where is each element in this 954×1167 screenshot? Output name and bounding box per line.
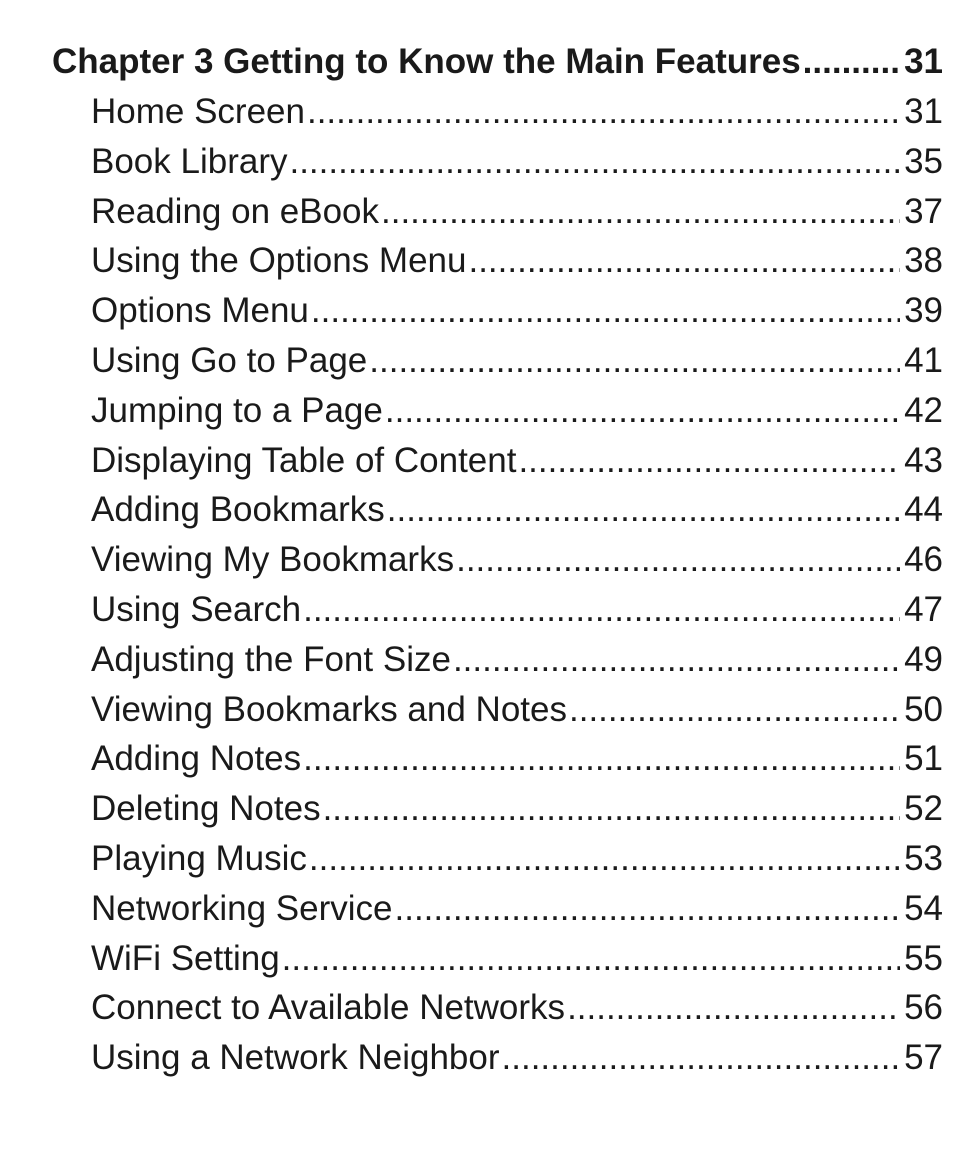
dot-leader [323, 789, 900, 829]
toc-entry-reading-on-ebook [52, 192, 943, 242]
toc-entry-title: Book Library [91, 141, 288, 181]
dot-leader [289, 142, 900, 182]
toc-entry-playing-music [52, 839, 943, 889]
toc-entry-displaying-toc [52, 441, 943, 491]
toc-entry-title: Playing Music [91, 838, 307, 878]
toc-entry-using-go-to-page [52, 341, 943, 391]
chapter-title: Chapter 3 Getting to Know the Main Features [52, 42, 801, 81]
toc-entry-page: 51 [904, 739, 943, 779]
toc-entry-title: Deleting Notes [91, 789, 321, 829]
toc-entry-viewing-bookmarks-notes [52, 690, 943, 740]
toc-entry-title: Adding Notes [91, 739, 302, 779]
table-of-contents [52, 42, 943, 1088]
toc-entry-adding-notes [52, 739, 943, 789]
dot-leader [456, 540, 900, 580]
dot-leader [569, 690, 900, 730]
dot-leader [387, 490, 900, 530]
chapter-heading-row [52, 42, 943, 92]
toc-entry-adding-bookmarks [52, 490, 943, 540]
dot-leader [311, 291, 900, 331]
toc-entry-page: 41 [904, 340, 943, 380]
dot-leader [303, 590, 900, 630]
dot-leader [395, 889, 901, 929]
toc-entry-page: 47 [904, 589, 943, 629]
toc-entry-page: 50 [904, 689, 943, 729]
toc-entry-page: 52 [904, 789, 943, 829]
toc-entry-book-library [52, 142, 943, 192]
dot-leader [309, 839, 900, 879]
dot-leader [381, 192, 900, 232]
chapter-page-number: 31 [904, 42, 943, 81]
toc-entry-network-neighbor [52, 1038, 943, 1088]
toc-entry-using-options-menu [52, 241, 943, 291]
toc-entry-page: 46 [904, 540, 943, 580]
toc-entry-wifi-setting [52, 939, 943, 989]
toc-entry-title: Using a Network Neighbor [91, 1038, 500, 1078]
toc-entry-title: Reading on eBook [91, 191, 379, 231]
toc-entry-home-screen [52, 92, 943, 142]
dot-leader [567, 988, 900, 1028]
toc-entry-title: Viewing Bookmarks and Notes [91, 689, 567, 729]
dot-leader [803, 42, 900, 82]
toc-entry-page: 38 [904, 241, 943, 281]
dot-leader [369, 341, 900, 381]
toc-entry-page: 49 [904, 639, 943, 679]
toc-entry-page: 57 [904, 1038, 943, 1078]
toc-entry-page: 42 [904, 390, 943, 430]
toc-entry-title: Using Go to Page [91, 340, 368, 380]
toc-entry-title: WiFi Setting [91, 938, 280, 978]
toc-entry-page: 43 [904, 440, 943, 480]
toc-entry-connect-networks [52, 988, 943, 1038]
dot-leader [282, 939, 900, 979]
toc-entry-page: 44 [904, 490, 943, 530]
toc-entry-title: Using the Options Menu [91, 241, 467, 281]
toc-entry-title: Viewing My Bookmarks [91, 540, 455, 580]
toc-entry-title: Jumping to a Page [91, 390, 383, 430]
dot-leader [502, 1038, 901, 1078]
toc-entry-viewing-my-bookmarks [52, 540, 943, 590]
dot-leader [303, 739, 900, 779]
toc-entry-title: Adjusting the Font Size [91, 639, 451, 679]
toc-entry-page: 35 [904, 141, 943, 181]
toc-entry-page: 55 [904, 938, 943, 978]
toc-entry-page: 56 [904, 988, 943, 1028]
toc-entry-page: 31 [904, 92, 943, 131]
dot-leader [518, 441, 900, 481]
toc-entry-title: Networking Service [91, 888, 393, 928]
toc-entry-jumping-to-page [52, 391, 943, 441]
toc-entry-title: Displaying Table of Content [91, 440, 517, 480]
dot-leader [453, 640, 900, 680]
dot-leader [468, 241, 900, 281]
toc-entry-title: Connect to Available Networks [91, 988, 566, 1028]
toc-entry-page: 37 [904, 191, 943, 231]
toc-entry-title: Options Menu [91, 291, 309, 331]
toc-entry-page: 54 [904, 888, 943, 928]
toc-entry-options-menu [52, 291, 943, 341]
toc-entry-networking-service [52, 889, 943, 939]
toc-entry-page: 39 [904, 291, 943, 331]
dot-leader [307, 92, 900, 132]
toc-entry-title: Using Search [91, 589, 302, 629]
toc-entry-title: Adding Bookmarks [91, 490, 385, 530]
toc-entry-page: 53 [904, 838, 943, 878]
toc-entry-title: Home Screen [91, 92, 305, 131]
dot-leader [385, 391, 900, 431]
toc-entry-adjusting-font-size [52, 640, 943, 690]
toc-entry-using-search [52, 590, 943, 640]
toc-entry-deleting-notes [52, 789, 943, 839]
